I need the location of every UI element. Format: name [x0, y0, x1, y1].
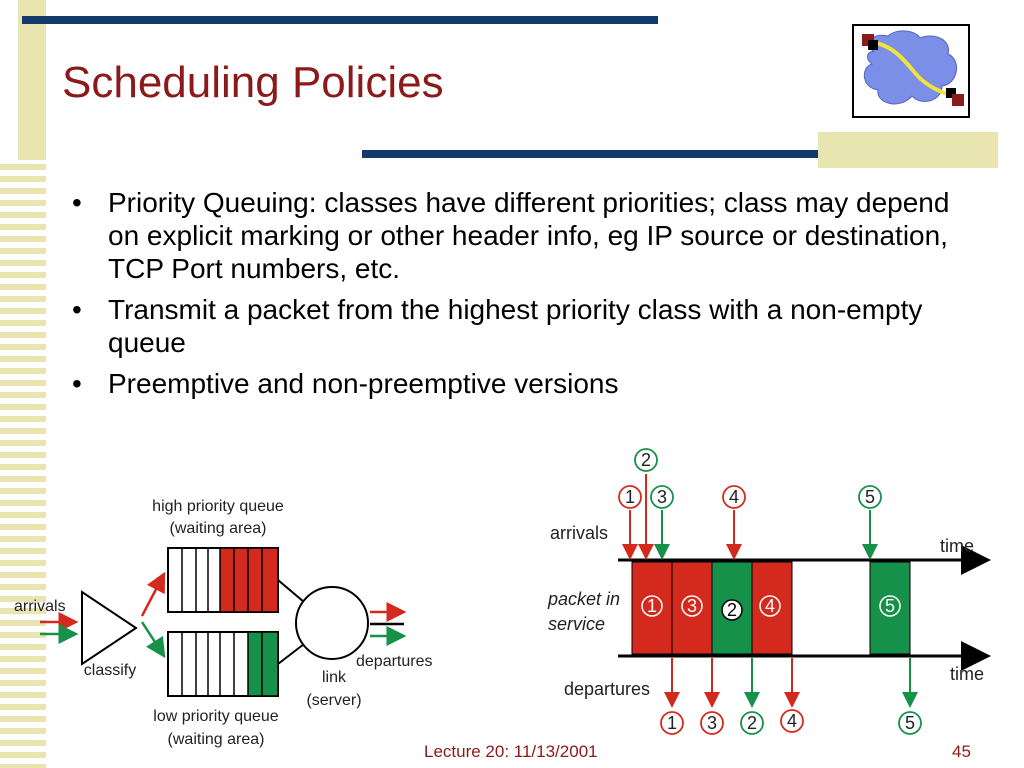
stripe-line [0, 368, 46, 374]
timeline-arrivals-label: arrivals [550, 523, 609, 543]
service-number: 4 [764, 596, 776, 616]
priority-queue-diagram [0, 440, 1024, 768]
network-logo [852, 24, 970, 118]
packet-in-service-label: packet in [548, 589, 621, 609]
arrival-number: 2 [640, 450, 652, 470]
high-queue-packet [220, 548, 234, 612]
top-title-bar [22, 16, 658, 24]
departure-number: 1 [666, 713, 678, 733]
packet-in-service-label-2: service [548, 614, 606, 634]
stripe-line [0, 272, 46, 278]
footer-text: Lecture 20: 11/13/2001 [424, 742, 598, 761]
link-server [296, 587, 368, 659]
slide-title: Scheduling Policies [62, 58, 444, 107]
high-queue-packet [262, 548, 278, 612]
arrival-number: 1 [624, 487, 636, 507]
bullet-dot: • [72, 294, 82, 325]
stripe-line [0, 428, 46, 434]
stripe-line [0, 188, 46, 194]
bullet-dot: • [72, 187, 82, 218]
departure-number: 4 [786, 711, 798, 731]
classify-label: classify [83, 662, 137, 679]
low-queue-label: low priority queue [153, 708, 279, 725]
stripe-line [0, 308, 46, 314]
arrival-number: 4 [728, 487, 740, 507]
stripe-line [0, 248, 46, 254]
arrival-number: 5 [864, 487, 876, 507]
slide-number: 45 [952, 742, 971, 761]
departure-number: 3 [706, 713, 718, 733]
stripe-line [0, 176, 46, 182]
stripe-line [0, 392, 46, 398]
classify-arrow-green [142, 622, 164, 656]
stripe-line [0, 260, 46, 266]
service-timeline [547, 449, 988, 734]
departure-number: 5 [904, 713, 916, 733]
bullet-text: Transmit a packet from the highest priority class with a non-empty queue [108, 294, 923, 358]
stripe-line [0, 224, 46, 230]
low-priority-queue [168, 632, 278, 696]
stripe-line [0, 380, 46, 386]
time-label-top: time [940, 536, 975, 556]
queue-schematic [14, 498, 433, 748]
service-number: 1 [646, 596, 658, 616]
low-queue-packet [262, 632, 278, 696]
stripe-line [0, 236, 46, 242]
classify-arrow-red [142, 574, 164, 616]
service-number: 3 [686, 596, 698, 616]
stripe-line [0, 284, 46, 290]
bullet-item [70, 186, 970, 285]
bullet-dot: • [72, 368, 82, 399]
timeline-departures-label: departures [564, 679, 651, 699]
high-queue-packet [248, 548, 262, 612]
stripe-line [0, 332, 46, 338]
stripe-line [0, 416, 46, 422]
arrival-number: 3 [656, 487, 668, 507]
high-priority-queue [168, 548, 278, 612]
stripe-line [0, 344, 46, 350]
stripe-line [0, 356, 46, 362]
stripe-line [0, 212, 46, 218]
classifier-triangle [82, 592, 136, 664]
time-label-bottom: time [950, 664, 985, 684]
high-queue-packet [234, 548, 248, 612]
service-number: 5 [884, 596, 896, 616]
bullet-text: Priority Queuing: classes have different priorities; class may depend on explicit marking or other header info, eg IP source or destination, TCP Port numbers, etc. [108, 187, 950, 284]
bullet-item [70, 293, 970, 359]
link-label: link [321, 669, 347, 686]
bullet-item [70, 367, 970, 400]
logo-tab [818, 132, 998, 168]
high-queue-sublabel: (waiting area) [169, 520, 267, 537]
arrivals-label: arrivals [14, 598, 66, 615]
low-queue-packet [248, 632, 262, 696]
departures-label: departures [356, 653, 433, 670]
stripe-line [0, 320, 46, 326]
stripe-line [0, 200, 46, 206]
server-label: (server) [306, 692, 362, 709]
stripe-line [0, 164, 46, 170]
high-queue-label: high priority queue [152, 498, 284, 515]
low-queue-sublabel: (waiting area) [167, 731, 265, 748]
bullet-list [70, 186, 970, 408]
stripe-line [0, 404, 46, 410]
service-number: 2 [726, 600, 738, 620]
departure-number: 2 [746, 713, 758, 733]
stripe-line [0, 296, 46, 302]
bullet-text: Preemptive and non-preemptive versions [108, 368, 619, 399]
